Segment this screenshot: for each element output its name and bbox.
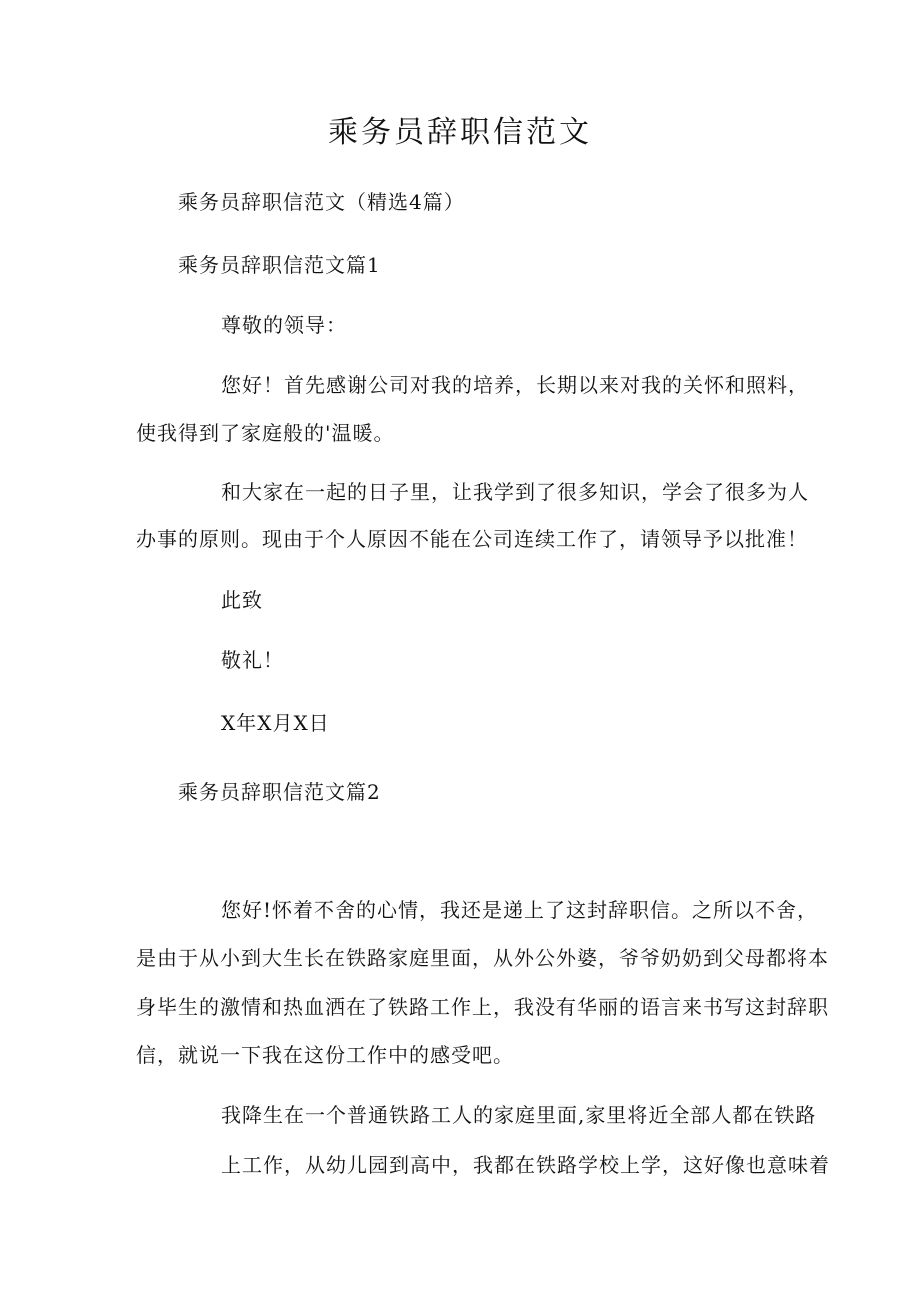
s2-para1-line4: 信，就说一下我在这份工作中的感受吧。 xyxy=(136,1043,514,1067)
letter-date: X年X月X日 xyxy=(221,711,330,735)
closing-line2: 敬礼！ xyxy=(221,648,284,672)
s1-para2-line1: 和大家在一起的日子里，让我学到了很多知识，学会了很多为人 xyxy=(221,480,809,504)
closing-line1: 此致 xyxy=(221,588,263,612)
section2-heading: 乘务员辞职信范文篇2 xyxy=(178,780,381,804)
s1-para2-line2: 办事的原则。现由于个人原因不能在公司连续工作了，请领导予以批准！ xyxy=(136,527,808,551)
document-title: 乘务员辞职信范文 xyxy=(328,115,592,150)
document-subtitle: 乘务员辞职信范文（精选4篇） xyxy=(178,190,465,214)
s1-para1-line1: 您好！首先感谢公司对我的培养，长期以来对我的关怀和照料， xyxy=(221,373,809,397)
s2-para2-line2: 上工作，从幼儿园到高中，我都在铁路学校上学，这好像也意味着 xyxy=(221,1153,830,1177)
section1-heading: 乘务员辞职信范文篇1 xyxy=(178,253,381,277)
s1-para1-line2: 使我得到了家庭般的'温暖。 xyxy=(136,421,395,445)
s2-para1-line1: 您好!怀着不舍的心情，我还是递上了这封辞职信。之所以不舍， xyxy=(221,898,819,922)
s2-para1-line3: 身毕生的激情和热血洒在了铁路工作上，我没有华丽的语言来书写这封辞职 xyxy=(136,995,829,1019)
s2-para1-line2: 是由于从小到大生长在铁路家庭里面，从外公外婆，爷爷奶奶到父母都将本 xyxy=(136,946,829,970)
salutation: 尊敬的领导： xyxy=(221,313,347,337)
s2-para2-line1: 我降生在一个普通铁路工人的家庭里面,家里将近全部人都在铁路 xyxy=(221,1103,817,1127)
